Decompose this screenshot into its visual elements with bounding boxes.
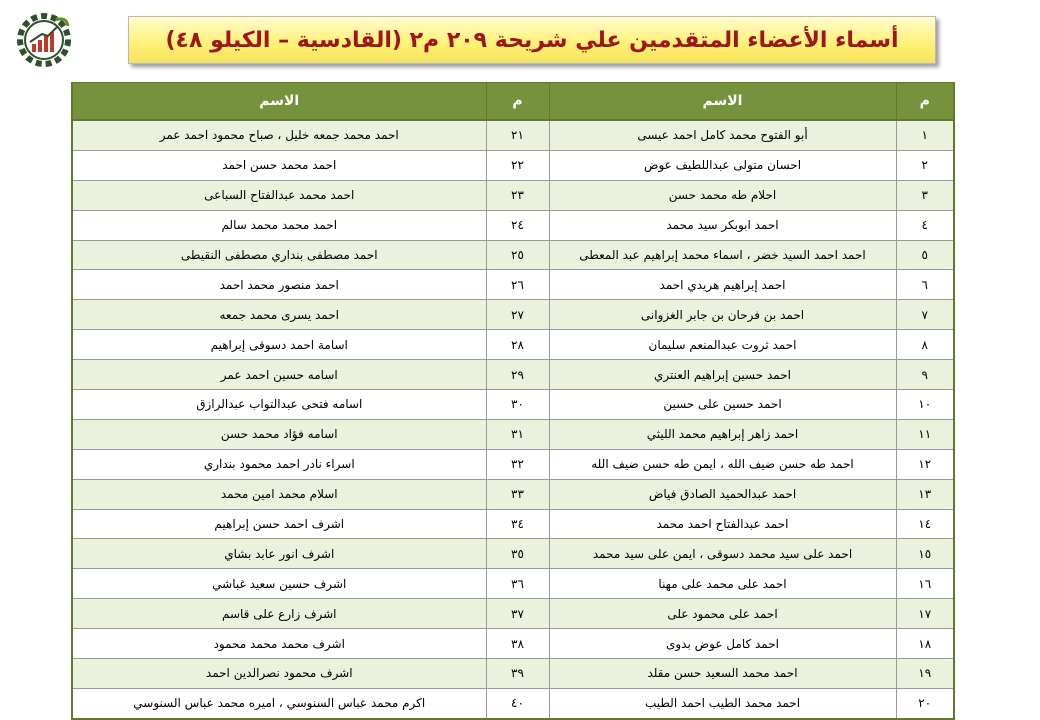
row-name: اشرف زارع على قاسم xyxy=(72,599,486,629)
row-number: ١ xyxy=(896,120,954,150)
row-number: ٢٠ xyxy=(896,688,954,718)
table-row xyxy=(72,210,954,240)
table-row xyxy=(72,599,954,629)
title-banner xyxy=(128,16,936,64)
row-name: احمد عبدالحميد الصادق فياض xyxy=(549,479,896,509)
table-row xyxy=(72,449,954,479)
row-number: ٩ xyxy=(896,360,954,390)
row-number: ٤٠ xyxy=(486,688,549,718)
row-number: ٣٨ xyxy=(486,629,549,659)
row-number: ١٣ xyxy=(896,479,954,509)
row-number: ١٥ xyxy=(896,539,954,569)
row-number: ٢٢ xyxy=(486,150,549,180)
row-name: احمد يسرى محمد جمعه xyxy=(72,300,486,330)
header-name-left: الاسم xyxy=(72,83,486,121)
row-name: احمد ثروت عبدالمنعم سليمان xyxy=(549,330,896,360)
row-number: ١٧ xyxy=(896,599,954,629)
table-row xyxy=(72,120,954,150)
row-number: ١٤ xyxy=(896,509,954,539)
row-number: ٢٦ xyxy=(486,270,549,300)
table-row xyxy=(72,390,954,420)
row-number: ٣٦ xyxy=(486,569,549,599)
row-name: احمد على محمد على مهنا xyxy=(549,569,896,599)
table-row xyxy=(72,150,954,180)
row-number: ٢٥ xyxy=(486,240,549,270)
row-name: اشرف حسين سعيد غباشي xyxy=(72,569,486,599)
members-table xyxy=(71,82,955,720)
row-number: ٧ xyxy=(896,300,954,330)
row-number: ٢٤ xyxy=(486,210,549,240)
row-number: ٣٢ xyxy=(486,449,549,479)
row-name: احمد حسين على حسين xyxy=(549,390,896,420)
row-name: احمد عبدالفتاح احمد محمد xyxy=(549,509,896,539)
row-name: احمد بن فرحان بن جابر الغزوانى xyxy=(549,300,896,330)
table-row xyxy=(72,360,954,390)
row-number: ٤ xyxy=(896,210,954,240)
row-name: اسراء نادر احمد محمود بنداري xyxy=(72,449,486,479)
row-name: اشرف محمد محمد محمود xyxy=(72,629,486,659)
row-number: ٣٩ xyxy=(486,659,549,689)
table-row xyxy=(72,688,954,718)
row-name: احمد محمد جمعه خليل ، صباح محمود احمد عمر xyxy=(72,120,486,150)
row-number: ١١ xyxy=(896,419,954,449)
table-row xyxy=(72,330,954,360)
table-row xyxy=(72,270,954,300)
row-number: ٣ xyxy=(896,180,954,210)
row-number: ٣٥ xyxy=(486,539,549,569)
row-number: ١٢ xyxy=(896,449,954,479)
row-name: أبو الفتوح محمد كامل احمد عيسى xyxy=(549,120,896,150)
row-number: ٢١ xyxy=(486,120,549,150)
table-row xyxy=(72,539,954,569)
table-row xyxy=(72,419,954,449)
table-row xyxy=(72,509,954,539)
row-number: ١٠ xyxy=(896,390,954,420)
row-number: ٨ xyxy=(896,330,954,360)
row-number: ٣١ xyxy=(486,419,549,449)
row-name: اسلام محمد امين محمد xyxy=(72,479,486,509)
row-number: ٦ xyxy=(896,270,954,300)
row-number: ٢٨ xyxy=(486,330,549,360)
row-name: احمد على سيد محمد دسوقى ، ايمن على سيد محمد xyxy=(549,539,896,569)
row-number: ١٨ xyxy=(896,629,954,659)
row-name: اشرف محمود نصرالدين احمد xyxy=(72,659,486,689)
row-name: احمد محمد الطيب احمد الطيب xyxy=(549,688,896,718)
row-name: احمد طه حسن ضيف الله ، ايمن طه حسن ضيف الله xyxy=(549,449,896,479)
table-row xyxy=(72,300,954,330)
table-row xyxy=(72,479,954,509)
row-name: احمد كامل عوض بدوى xyxy=(549,629,896,659)
row-number: ٥ xyxy=(896,240,954,270)
row-number: ٣٧ xyxy=(486,599,549,629)
row-number: ١٩ xyxy=(896,659,954,689)
table-row xyxy=(72,240,954,270)
table-row xyxy=(72,629,954,659)
row-name: اسامه فؤاد محمد حسن xyxy=(72,419,486,449)
row-name: اشرف احمد حسن إبراهيم xyxy=(72,509,486,539)
header-num-right: م xyxy=(896,83,954,121)
row-number: ٣٠ xyxy=(486,390,549,420)
header-name-right: الاسم xyxy=(549,83,896,121)
row-name: احمد احمد السيد خضر ، اسماء محمد إبراهيم عبد المعطى xyxy=(549,240,896,270)
row-number: ٢٧ xyxy=(486,300,549,330)
row-name: اكرم محمد عباس السنوسي ، اميره محمد عباس السنوسي xyxy=(72,688,486,718)
row-number: ٢٣ xyxy=(486,180,549,210)
row-name: احمد محمد محمد سالم xyxy=(72,210,486,240)
table-row xyxy=(72,659,954,689)
row-number: ١٦ xyxy=(896,569,954,599)
row-name: احمد محمد السعيد حسن مقلد xyxy=(549,659,896,689)
row-name: احمد منصور محمد احمد xyxy=(72,270,486,300)
row-name: احمد ابوبكر سيد محمد xyxy=(549,210,896,240)
row-name: اسامه حسين احمد عمر xyxy=(72,360,486,390)
row-name: احسان متولى عبداللطيف عوض xyxy=(549,150,896,180)
header-num-left: م xyxy=(486,83,549,121)
row-name: احمد مصطفى بنداري مصطفى النقيطى xyxy=(72,240,486,270)
row-number: ٢٩ xyxy=(486,360,549,390)
row-name: اسامة احمد دسوقى إبراهيم xyxy=(72,330,486,360)
row-name: احلام طه محمد حسن xyxy=(549,180,896,210)
table-row xyxy=(72,180,954,210)
logo-emblem xyxy=(12,8,76,72)
row-name: احمد حسين إبراهيم العنتري xyxy=(549,360,896,390)
row-number: ٣٣ xyxy=(486,479,549,509)
row-name: احمد محمد حسن احمد xyxy=(72,150,486,180)
row-name: اسامه فتحى عبدالتواب عبدالرازق xyxy=(72,390,486,420)
row-name: احمد على محمود على xyxy=(549,599,896,629)
row-name: احمد زاهر إبراهيم محمد الليثي xyxy=(549,419,896,449)
gear-chart-logo-icon xyxy=(12,8,76,72)
table-header-row xyxy=(72,83,954,121)
row-number: ٣٤ xyxy=(486,509,549,539)
row-name: احمد إبراهيم هريدي احمد xyxy=(549,270,896,300)
page-title: أسماء الأعضاء المتقدمين علي شريحة ٢٠٩ م٢ (القادسية – الكيلو ٤٨) xyxy=(165,27,899,53)
row-number: ٢ xyxy=(896,150,954,180)
row-name: احمد محمد عبدالفتاح السباعى xyxy=(72,180,486,210)
table-row xyxy=(72,569,954,599)
row-name: اشرف انور عابد بشاي xyxy=(72,539,486,569)
